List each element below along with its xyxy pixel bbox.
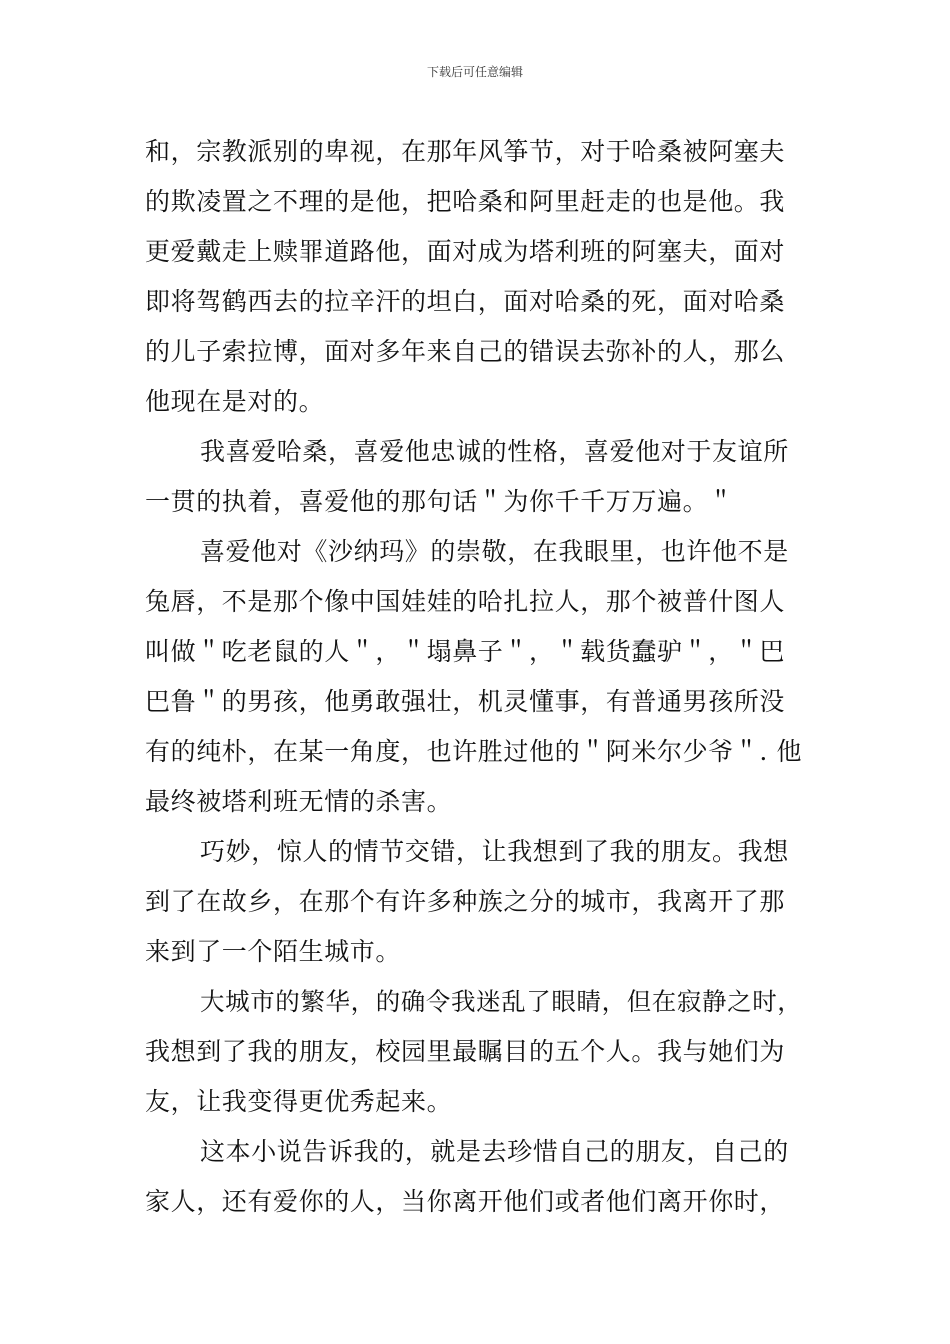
text-line: 他现在是对的。 — [145, 387, 325, 416]
text-line: 到了在故乡，在那个有许多种族之分的城市，我离开了那 — [145, 887, 786, 916]
text-line: 的儿子索拉博，面对多年来自己的错误去弥补的人，那么 — [145, 337, 786, 366]
text-line: 我喜爱哈桑，喜爱他忠诚的性格，喜爱他对于友谊所 — [200, 437, 789, 466]
text-line: 更爱戴走上赎罪道路他，面对成为塔利班的阿塞夫，面对 — [145, 237, 786, 266]
text-line: 的欺凌置之不理的是他，把哈桑和阿里赶走的也是他。我 — [145, 187, 786, 216]
text-line: 最终被塔利班无情的杀害。 — [145, 787, 453, 816]
text-line: 喜爱他对《沙纳玛》的崇敬，在我眼里，也许他不是 — [200, 537, 789, 566]
text-line: 有的纯朴，在某一角度，也许胜过他的＂阿米尔少爷＂. 他 — [145, 737, 803, 766]
text-line: 一贯的执着，喜爱他的那句话＂为你千千万万遍。＂ — [145, 487, 734, 516]
text-line: 大城市的繁华，的确令我迷乱了眼睛，但在寂静之时， — [200, 987, 803, 1016]
text-line: 家人，还有爱你的人，当你离开他们或者他们离开你时， — [145, 1187, 786, 1216]
text-line: 巴鲁＂的男孩，他勇敢强壮，机灵懂事，有普通男孩所没 — [145, 687, 786, 716]
body-text — [145, 127, 810, 1227]
text-line: 巧妙，惊人的情节交错，让我想到了我的朋友。我想 — [200, 837, 789, 866]
text-line: 来到了一个陌生城市。 — [145, 937, 402, 966]
text-line: 兔唇，不是那个像中国娃娃的哈扎拉人，那个被普什图人 — [145, 587, 786, 616]
text-line: 友，让我变得更优秀起来。 — [145, 1087, 453, 1116]
text-line: 我想到了我的朋友，校园里最瞩目的五个人。我与她们为 — [145, 1037, 786, 1066]
text-line: 叫做＂吃老鼠的人＂，＂塌鼻子＂，＂载货蠢驴＂，＂巴 — [145, 637, 786, 666]
text-line: 即将驾鹤西去的拉辛汗的坦白，面对哈桑的死，面对哈桑 — [145, 287, 786, 316]
text-line: 和，宗教派别的卑视，在那年风筝节，对于哈桑被阿塞夫 — [145, 137, 786, 166]
text-line: 这本小说告诉我的，就是去珍惜自己的朋友，自己的 — [200, 1137, 789, 1166]
page-header: 下载后可任意编辑 — [426, 65, 523, 79]
